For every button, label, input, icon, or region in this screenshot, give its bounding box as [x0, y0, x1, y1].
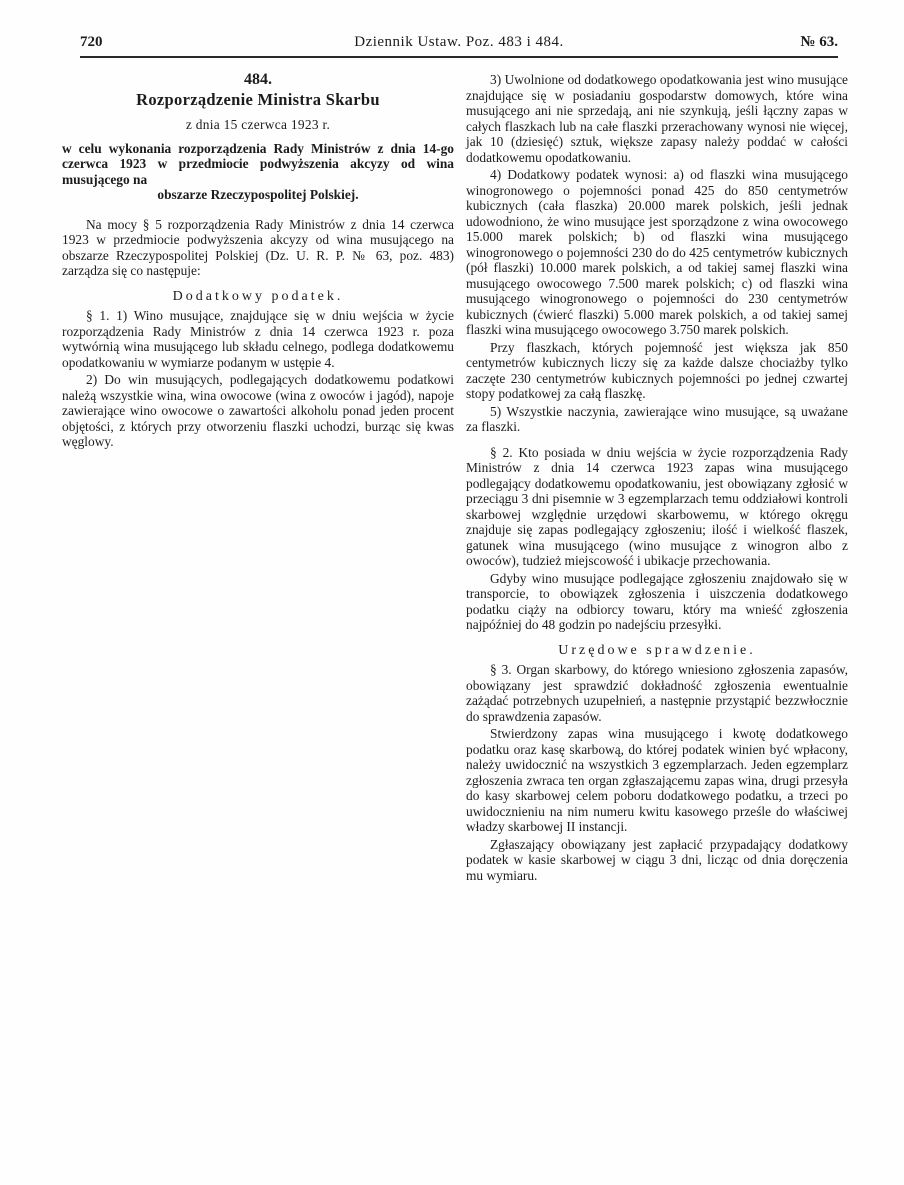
paragraph-1-4: 4) Dodatkowy podatek wynosi: a) od flaszki wina musującego winogronowego o pojemności ponad 425 do 850 centymetrów kubicznych (cała flaszka) 20.000 marek polskich, jeśli jednak udowodniono, że wino musujące jest sporządzone z wina owocowego 15.000 marek polskich; b) od flaszki wina musującego winogronowego o pojemności 230 do do 425 centymetrów kubicznych (pół flaszki) 10.000 marek polskich, a od takiej samej flaszki wina musującego owocowego 7.500 marek polskich; c) od flaszki wina musującego winogronowego o pojemności do 230 centymetrów kubicznych (ćwierć flaszki) 5.000 marek polskich, a od takiej samej flaszki wina musującego owocowego 3.750 marek polskich. [466, 167, 848, 337]
paragraph-2-transport: Gdyby wino musujące podlegające zgłoszeniu znajdowało się w transporcie, to obowiązek zgłoszenia i uiszczenia dodatkowego podatku ciąży na odbiorcy towaru, który ma wnieść zgłoszenia najpóźniej do 48 godzin po nadejściu przesyłki. [466, 570, 848, 632]
document-title: Rozporządzenie Ministra Skarbu [136, 89, 380, 109]
running-title: Dziennik Ustaw. Poz. 483 i 484. [354, 34, 564, 50]
page-number: 720 [80, 34, 103, 50]
purpose-last-line: obszarze Rzeczypospolitej Polskiej. [157, 187, 359, 202]
paragraph-2: § 2. Kto posiada w dniu wejścia w życie rozporządzenia Rady Ministrów z dnia 14 czerwca 1923 zapas wina musującego podlegający dodatkowemu opodatkowaniu, jest obowiązany zgłosić w przeciągu 3 dni pisemnie w 3 egzemplarzach temu oddziałowi kontroli skarbowej względnie urzędowi skarbowemu, w którego okręgu znajduje się zapas podlegający zgłoszeniu; ilość i wielkość flaszek, gatunek wina musującego (wino musujące z winogron albo z owoców), tudzież miejscowość i ubikacje przechowania. [466, 444, 848, 568]
right-column [466, 72, 848, 883]
paragraph-3: § 3. Organ skarbowy, do którego wniesiono zgłoszenia zapasów, obowiązany jest sprawdzić dokładność zgłoszenia ewentualnie zażądać potrzebnych uzupełnień, a następnie przystąpić bezzwłocznie do sprawdzenia zapasów. [466, 662, 848, 724]
paragraph-3-payment: Zgłaszający obowiązany jest zapłacić przypadający dodatkowy podatek w kasie skarbowej w ciągu 3 dni, licząc od dnia doręczenia mu wymiaru. [466, 836, 848, 883]
paragraph-1-3: 3) Uwolnione od dodatkowego opodatkowania jest wino musujące znajdujące się w posiadaniu gospodarstw domowych, które wina musującego ani nie sprzedają, ani nie szynkują, jeśli łączny zapas w całych flaszkach lub na całe flaszki przerachowany wynosi nie więcej, jak 10 (dziesięć) sztuk, większe zapasy należy poddać w całości dodatkowemu opodatkowaniu. [466, 72, 848, 165]
document-date: z dnia 15 czerwca 1923 r. [185, 117, 331, 132]
paragraph-1-4-note: Przy flaszkach, których pojemność jest większa jak 850 centymetrów kubicznych liczy się za każde dalsze chociażby tylko zaczęte 230 centymetrów kubicznych pojemności po jednej czwartej stopy podatkowej za całą flaszkę. [466, 339, 848, 401]
article-number: 484. [244, 71, 272, 88]
preamble: Na mocy § 5 rozporządzenia Rady Ministrów z dnia 14 czerwca 1923 w przedmiocie podwyższenia akcyzy od wina musującego na obszarze Rzeczypospolitej Polskiej (Dz. U. R. P. № 63, poz. 483) zarządza się co następuje: [62, 216, 454, 278]
paragraph-3-confirmation: Stwierdzony zapas wina musującego i kwotę dodatkowego podatku oraz kasę skarbową, do której podatek winien być wpłacony, należy uwidocznić na wszystkich 3 egzemplarzach. Jeden egzemplarz zgłoszenia zwraca ten organ zgłaszającemu zapas wina, drugi przesyła do kasy skarbowej celem poboru dodatkowego podatku, a trzeci po uwidocznieniu na nim numeru kwitu kasowego prześle do właściwej władzy skarbowej II instancji. [466, 726, 848, 834]
section-heading-official-check: Urzędowe sprawdzenie. [558, 642, 756, 658]
purpose-main: w celu wykonania rozporządzenia Rady Ministrów z dnia 14-go czerwca 1923 w przedmiocie podwyższenia akcyzy od wina musującego na [62, 140, 454, 187]
issue-number: № 63. [800, 34, 838, 50]
section-heading-additional-tax: Dodatkowy podatek. [172, 288, 344, 304]
paragraph-1-5: 5) Wszystkie naczynia, zawierające wino musujące, są uważane za flaszki. [466, 403, 848, 434]
paragraph-1-2: 2) Do win musujących, podlegających dodatkowemu podatkowi należą wszystkie wina, wina owocowe (wina z owoców i jagód), napoje zawierające wino owocowe o zawartości alkoholu ponad jeden procent objętości, z których przy otworzeniu flaszki uchodzi, burząc się kwas węglowy. [62, 372, 454, 449]
paragraph-1-1: § 1. 1) Wino musujące, znajdujące się w dniu wejścia w życie rozporządzenia Rady Ministrów z dnia 14 czerwca 1923 r. poza wytwórnią wina musującego lub składu celnego, podlega dodatkowemu opodatkowaniu w wymiarze podanym w ustępie 4. [62, 308, 454, 370]
left-column [62, 72, 454, 450]
document-purpose [62, 141, 454, 203]
running-header [80, 30, 838, 58]
